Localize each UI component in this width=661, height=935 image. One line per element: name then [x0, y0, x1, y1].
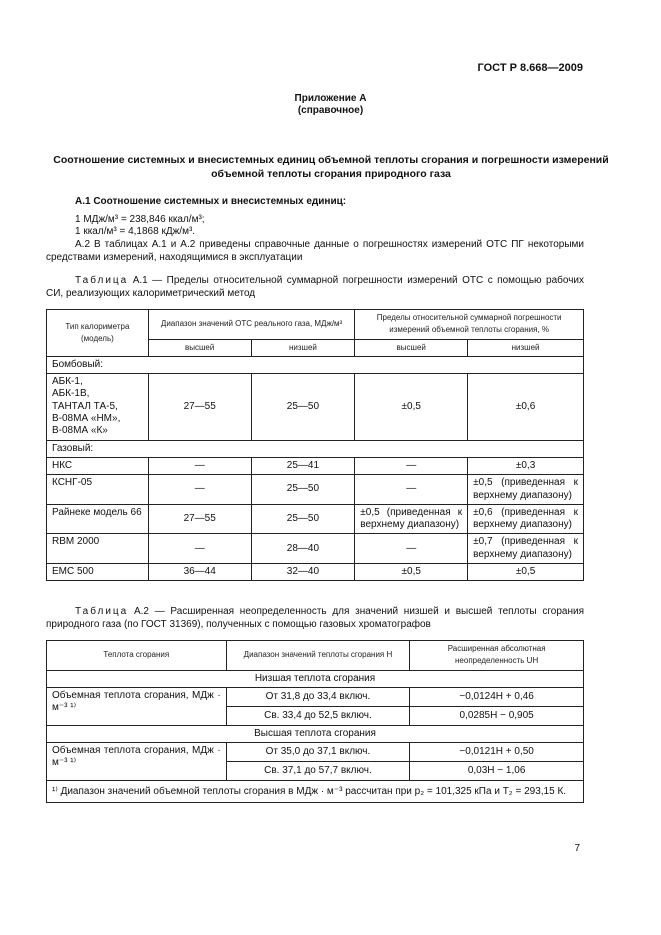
table-a2 [46, 640, 584, 803]
t2-header-uncertainty: Расширенная абсолютная неопределенность UH [410, 641, 584, 671]
table-row [47, 374, 584, 440]
table-row [47, 564, 584, 581]
document-title: Соотношение системных и внесистемных единиц объемной теплоты сгорания и погрешности измерений объемной теплоты сгорания природного газа [53, 154, 609, 180]
t2-cell: −0,0124H + 0,46 [410, 687, 584, 706]
table2-caption-text: А.2 — Расширенная неопределенность для значений низшей и высшей теплоты сгорания природного газа (по ГОСТ 31369), полученных с помощью газовых хроматографов [46, 606, 584, 630]
t1-cell: — [148, 457, 251, 474]
table1-caption [46, 275, 584, 300]
t1-cell: 25—50 [251, 374, 355, 440]
table1-label: Таблица [75, 275, 129, 286]
t1-header-high: высшей [148, 339, 251, 356]
t2-header-heat: Теплота сгорания [47, 641, 227, 671]
t2-vol-label: Объемная теплота сгорания, МДж · м⁻³ ¹⁾ [47, 743, 227, 781]
equation-2: 1 ккал/м³ = 4,1868 кДж/м³. [75, 226, 196, 237]
t1-model: EMC 500 [47, 564, 149, 581]
t1-header-low: низшей [468, 339, 584, 356]
t1-cell: 25—50 [251, 475, 355, 505]
t1-group-gas: Газовый: [47, 440, 584, 457]
t2-cell: От 35,0 до 37,1 включ. [226, 743, 410, 762]
t1-header-limits: Пределы относительной суммарной погрешности измерений объемной теплоты сгорания, % [355, 310, 584, 340]
table-row [47, 687, 584, 706]
t1-model: Райнеке модель 66 [47, 504, 149, 534]
appendix-note: (справочное) [297, 105, 364, 116]
t1-header-type: Тип калориметра (модель) [47, 310, 149, 357]
t2-cell: −0,0121H + 0,50 [410, 743, 584, 762]
table1-caption-text: А.1 — Пределы относительной суммарной погрешности измерений ОТС с помощью рабочих СИ, реализующих калориметрический метод [46, 275, 584, 299]
table-row [47, 475, 584, 505]
equation-1: 1 МДж/м³ = 238,846 ккал/м³; [75, 214, 205, 225]
t2-cell: 0,0285H − 0,905 [410, 706, 584, 725]
t2-cell: От 31,8 до 33,4 включ. [226, 687, 410, 706]
t1-cell: — [355, 475, 468, 505]
document-code: ГОСТ Р 8.668—2009 [477, 62, 583, 74]
t1-cell: ±0,3 [468, 457, 584, 474]
t1-cell: ±0,5 [468, 564, 584, 581]
table2-caption [46, 606, 584, 631]
t2-header-range: Диапазон значений теплоты сгорания H [226, 641, 410, 671]
table-row [47, 534, 584, 564]
t1-cell: — [148, 475, 251, 505]
table2-label: Таблица [75, 606, 129, 617]
t1-cell: 28—40 [251, 534, 355, 564]
t1-model: КСНГ-05 [47, 475, 149, 505]
t2-cell: Св. 37,1 до 57,7 включ. [226, 762, 410, 781]
table-row [47, 504, 584, 534]
t1-cell: — [148, 534, 251, 564]
t1-cell: — [355, 534, 468, 564]
t1-header-range: Диапазон значений ОТС реального газа, МДж/м³ [148, 310, 354, 340]
t1-cell: ±0,5 (приведенная к верхнему диапазону) [355, 504, 468, 534]
t1-cell: ±0,6 [468, 374, 584, 440]
t1-cell: 27—55 [148, 504, 251, 534]
t2-footnote: ¹⁾ Диапазон значений объемной теплоты сгорания в МДж · м⁻³ рассчитан при p₂ = 101,325 кПа и T₂ = 293,15 К. [47, 781, 584, 803]
table-a1 [46, 309, 584, 581]
t2-section-high: Высшая теплота сгорания [47, 725, 584, 742]
t1-cell: ±0,5 (приведенная к верхнему диапазону) [468, 475, 584, 505]
page-number: 7 [574, 843, 580, 854]
table-row [47, 743, 584, 762]
t2-cell: Св. 33,4 до 52,5 включ. [226, 706, 410, 725]
t1-cell: 32—40 [251, 564, 355, 581]
t1-model: АБК-1, АБК-1В, ТАНТАЛ ТА-5, В-08МА «НМ», В-08МА «К» [47, 374, 149, 440]
t1-cell: ±0,6 (приведенная к верхнему диапазону) [468, 504, 584, 534]
t1-cell: — [355, 457, 468, 474]
t1-cell: 27—55 [148, 374, 251, 440]
paragraph-a2: А.2 В таблицах А.1 и А.2 приведены справочные данные о погрешностях измерений ОТС ПГ некоторыми средствами измерений, находящимися в эксплуатации [46, 239, 584, 263]
t1-model: RBM 2000 [47, 534, 149, 564]
appendix-title: Приложение А [294, 93, 367, 104]
section-heading: А.1 Соотношение системных и внесистемных единиц: [75, 196, 347, 207]
t1-header-high: высшей [355, 339, 468, 356]
t2-vol-label: Объемная теплота сгорания, МДж · м⁻³ ¹⁾ [47, 687, 227, 725]
t1-cell: 25—50 [251, 504, 355, 534]
t1-header-low: низшей [251, 339, 355, 356]
t1-cell: 36—44 [148, 564, 251, 581]
t1-cell: ±0,5 [355, 564, 468, 581]
table-row [47, 457, 584, 474]
t1-cell: 25—41 [251, 457, 355, 474]
t2-cell: 0,03H − 1,06 [410, 762, 584, 781]
t2-section-low: Низшая теплота сгорания [47, 670, 584, 687]
t1-cell: ±0,5 [355, 374, 468, 440]
t1-model: НКС [47, 457, 149, 474]
t1-cell: ±0,7 (приведенная к верхнему диапазону) [468, 534, 584, 564]
t1-group-bomb: Бомбовый: [47, 356, 584, 373]
